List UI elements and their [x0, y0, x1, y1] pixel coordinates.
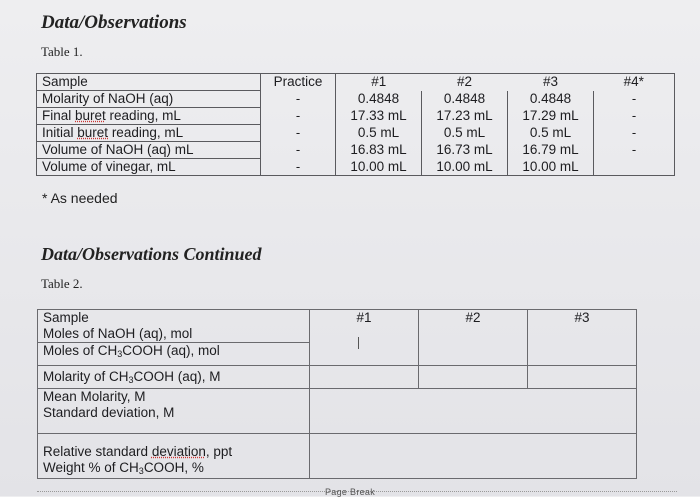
spellcheck-word: buret [77, 125, 109, 140]
table1-cell: - [594, 91, 675, 108]
table1-cell: 10.00 mL [336, 159, 422, 176]
spellcheck-word: buret [75, 108, 106, 123]
table1 [36, 73, 675, 176]
table1-header-1: #1 [336, 74, 422, 91]
table2-header-1-text: #1 [356, 310, 372, 325]
spellcheck-word: deviation [151, 444, 206, 459]
table1-cell: 0.4848 [422, 91, 508, 108]
label-text: COOH (aq), mol [122, 343, 220, 358]
table2-header-3-text: #3 [574, 310, 590, 325]
table-row [38, 434, 637, 479]
table-row [37, 159, 675, 176]
table1-header-sample: Sample [37, 74, 261, 91]
table-row [38, 366, 637, 389]
table2-label-moles-naoh: Moles of NaOH (aq), mol [43, 326, 193, 341]
label-text: , ppt [205, 444, 233, 459]
table1-cell: 0.5 mL [508, 125, 594, 142]
table1-caption: Table 1. [41, 44, 83, 59]
table1-cell: - [261, 125, 336, 142]
table1-cell [594, 159, 675, 176]
table2-cell [419, 366, 528, 389]
label-text: Moles of CH [43, 343, 118, 358]
table1-header-2: #2 [422, 74, 508, 91]
table2-label-rsd-weight [38, 434, 310, 479]
table2-label-moles-acetic [38, 343, 310, 366]
table-row [37, 91, 675, 108]
table-row [37, 125, 675, 142]
table2-label-molarity-acetic [38, 366, 310, 389]
table2 [37, 309, 637, 479]
table1-header-row [37, 74, 675, 91]
table1-cell: 0.5 mL [336, 125, 422, 142]
section2-heading: Data/Observations Continued [41, 244, 262, 264]
table2-cell [528, 366, 637, 389]
table1-cell: - [594, 125, 675, 142]
table2-caption: Table 2. [41, 276, 83, 291]
table2-header-sample [38, 310, 310, 343]
table1-header-practice: Practice [261, 74, 336, 91]
label-text: reading, mL [105, 108, 181, 123]
table1-label-final-buret [37, 108, 261, 125]
table1-cell: 0.5 mL [422, 125, 508, 142]
subscript: 3 [117, 349, 123, 359]
label-text: Molarity of CH [43, 369, 129, 384]
section1-heading: Data/Observations [41, 12, 187, 33]
table-row [37, 108, 675, 125]
table1-cell: - [261, 108, 336, 125]
table1-cell: - [261, 142, 336, 159]
table1-cell: 16.83 mL [336, 142, 422, 159]
subscript: 3 [138, 466, 144, 476]
table1-header-4: #4* [594, 74, 675, 91]
table2-cell [310, 366, 419, 389]
table2-header-1 [310, 310, 419, 366]
label-text: COOH (aq), M [133, 369, 221, 384]
table1-cell: 16.79 mL [508, 142, 594, 159]
table1-cell: 0.4848 [336, 91, 422, 108]
table1-cell: - [594, 108, 675, 125]
table1-cell: 10.00 mL [422, 159, 508, 176]
table2-label-std-dev: Standard deviation, M [43, 405, 175, 420]
label-text: Relative standard [43, 444, 152, 459]
table2-header-2-text: #2 [465, 310, 481, 325]
table2-merged-cell [310, 434, 637, 479]
table1-header-3: #3 [508, 74, 594, 91]
table1-footnote: * As needed [42, 190, 118, 206]
table-row [38, 310, 637, 343]
table1-cell: 10.00 mL [508, 159, 594, 176]
table2-label-rsd [43, 444, 309, 460]
table1-cell: 17.23 mL [422, 108, 508, 125]
table1-label-volume-vinegar: Volume of vinegar, mL [37, 159, 261, 176]
table2-header-sample-text: Sample [43, 310, 89, 325]
table2-label-mean-molarity: Mean Molarity, M [43, 389, 146, 404]
table1-cell: 17.33 mL [336, 108, 422, 125]
label-text: Weight % of CH [43, 460, 139, 475]
table1-cell: - [594, 142, 675, 159]
table2-label-mean-std [38, 389, 310, 434]
table2-header-3 [528, 310, 637, 366]
table1-label-molarity-naoh: Molarity of NaOH (aq) [37, 91, 261, 108]
table1-cell: - [261, 159, 336, 176]
label-text: COOH, % [143, 460, 204, 475]
table1-cell: - [261, 91, 336, 108]
table1-cell: 0.4848 [508, 91, 594, 108]
table1-cell: 16.73 mL [422, 142, 508, 159]
table2-label-weight [43, 460, 309, 476]
table-row [37, 142, 675, 159]
label-text: Initial [42, 125, 78, 140]
table1-label-volume-naoh: Volume of NaOH (aq) mL [37, 142, 261, 159]
subscript: 3 [128, 375, 134, 385]
table1-cell: 17.29 mL [508, 108, 594, 125]
table2-header-2 [419, 310, 528, 366]
table1-label-initial-buret [37, 125, 261, 142]
text-cursor-mark [358, 337, 359, 349]
label-text: reading, mL [108, 125, 184, 140]
table2-merged-cell [310, 389, 637, 434]
page-break-label: Page Break [325, 487, 376, 497]
table-row [38, 389, 637, 434]
label-text: Final [42, 108, 76, 123]
